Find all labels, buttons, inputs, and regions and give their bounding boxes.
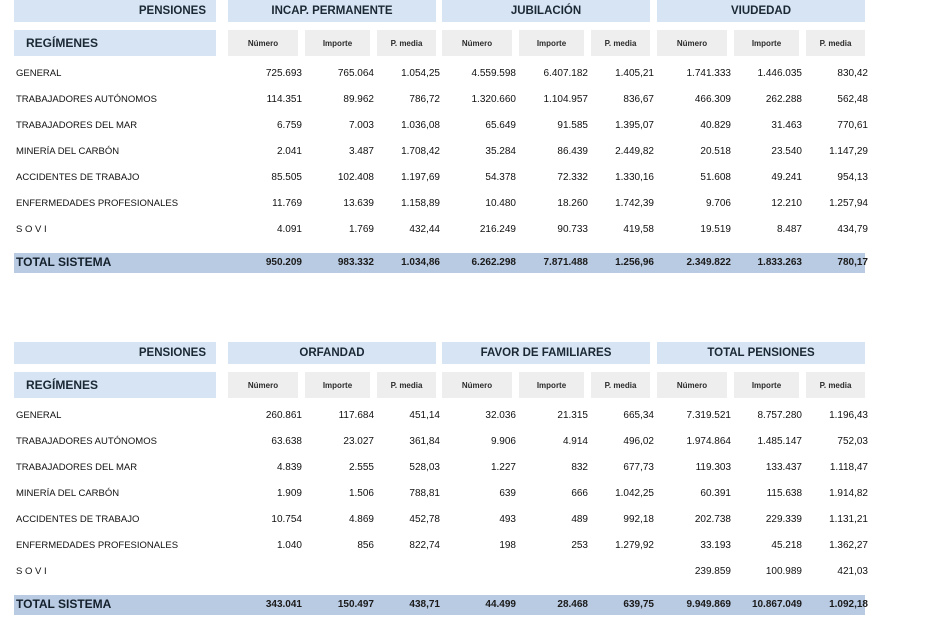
table-cell: 12.210 [771,198,802,209]
total-cell: 44.499 [485,599,516,610]
table-cell: 1.330,16 [615,172,654,183]
table-cell: 115.638 [766,488,802,499]
table-cell: 262.288 [765,94,802,105]
total-cell: 1.833.263 [757,257,802,268]
table-cell: 1.118,47 [829,462,868,473]
regimen-label: MINERÍA DEL CARBÓN [16,146,120,157]
table-cell: 451,14 [409,410,440,421]
table-cell: 1.054,25 [401,68,440,79]
table-cell: 466.309 [694,94,731,105]
table-cell: 496,02 [623,436,654,447]
column-header: P. media [377,30,436,56]
table-cell: 8.487 [776,224,802,235]
regimen-label: S O V I [16,566,47,577]
table-cell: 1.362,27 [829,540,868,551]
total-cell: 343.041 [265,599,302,610]
table-cell: 830,42 [837,68,868,79]
column-header: Importe [519,30,584,56]
table-cell: 836,67 [623,94,654,105]
table-cell: 1.257,94 [829,198,868,209]
regimen-label: ACCIDENTES DE TRABAJO [16,172,140,183]
table-cell: 40.829 [700,120,731,131]
total-cell: 10.867.049 [751,599,802,610]
table-cell: 1.405,21 [615,68,654,79]
table-cell: 1.708,42 [401,146,440,157]
table-cell: 1.974.864 [686,436,731,447]
table-cell: 2.449,82 [615,146,654,157]
table-cell: 229.339 [765,514,802,525]
table-cell: 7.003 [348,120,374,131]
column-header: P. media [591,30,650,56]
column-header: P. media [591,372,650,398]
table-cell: 1.914,82 [829,488,868,499]
table-cell: 1.769 [348,224,374,235]
total-cell: 950.209 [265,257,302,268]
table-cell: 1.104.957 [543,94,588,105]
table-cell: 666 [571,488,588,499]
table-cell: 1.506 [348,488,374,499]
group-header: ORFANDAD [228,342,436,364]
table-cell: 91.585 [557,120,588,131]
column-header: P. media [806,30,865,56]
table-cell: 419,58 [623,224,654,235]
table-cell: 434,79 [837,224,868,235]
table-cell: 202.738 [694,514,731,525]
table-cell: 9.906 [490,436,516,447]
total-cell: 438,71 [409,599,440,610]
column-header: Número [657,30,727,56]
regimen-label: GENERAL [16,410,62,421]
total-cell: 28.468 [557,599,588,610]
table-cell: 8.757.280 [757,410,802,421]
table-cell: 954,13 [837,172,868,183]
total-cell: 639,75 [623,599,654,610]
pension-table-1 [0,0,928,280]
column-header: Número [228,372,298,398]
total-cell: 983.332 [337,257,374,268]
table-cell: 421,03 [837,566,868,577]
table-cell: 20.518 [700,146,731,157]
table-cell: 1.742,39 [615,198,654,209]
column-header: Importe [519,372,584,398]
table-cell: 6.759 [276,120,302,131]
table-cell: 1.147,29 [829,146,868,157]
column-header: Importe [305,30,370,56]
column-header: P. media [806,372,865,398]
total-cell: 150.497 [337,599,374,610]
table-cell: 21.315 [557,410,588,421]
regimen-label: ENFERMEDADES PROFESIONALES [16,198,179,209]
regimen-label: ACCIDENTES DE TRABAJO [16,514,140,525]
column-header: P. media [377,372,436,398]
table-cell: 786,72 [409,94,440,105]
table-cell: 1.197,69 [401,172,440,183]
table-cell: 6.407.182 [543,68,588,79]
total-cell: 9.949.869 [686,599,731,610]
table-cell: 102.408 [337,172,374,183]
group-header: TOTAL PENSIONES [657,342,865,364]
table-cell: 198 [499,540,516,551]
table-cell: 1.040 [276,540,302,551]
table-cell: 1.279,92 [615,540,654,551]
table-cell: 1.131,21 [829,514,868,525]
table-cell: 432,44 [409,224,440,235]
table-cell: 114.351 [266,94,302,105]
table-cell: 1.158,89 [401,198,440,209]
table-cell: 1.446.035 [757,68,802,79]
column-header: Número [228,30,298,56]
pensiones-header: PENSIONES [14,0,216,22]
pension-table-2 [0,342,928,622]
table-cell: 1.909 [276,488,302,499]
table-cell: 1.196,43 [829,410,868,421]
table-cell: 1.227 [490,462,516,473]
table-cell: 90.733 [557,224,588,235]
total-cell: 780,17 [837,257,868,268]
table-cell: 856 [357,540,374,551]
table-cell: 992,18 [623,514,654,525]
total-cell: 7.871.488 [543,257,588,268]
table-cell: 1.741.333 [686,68,731,79]
table-cell: 677,73 [623,462,654,473]
table-cell: 89.962 [343,94,374,105]
table-cell: 54.378 [485,172,516,183]
column-header: Número [442,30,512,56]
table-cell: 9.706 [705,198,731,209]
table-cell: 13.639 [343,198,374,209]
total-cell: 1.256,96 [615,257,654,268]
table-cell: 65.649 [485,120,516,131]
table-cell: 45.218 [771,540,802,551]
table-cell: 361,84 [409,436,440,447]
table-cell: 725.693 [265,68,302,79]
group-header: JUBILACIÓN [442,0,650,22]
table-cell: 260.861 [265,410,302,421]
table-cell: 562,48 [837,94,868,105]
table-cell: 10.480 [485,198,516,209]
table-cell: 639 [499,488,516,499]
table-cell: 23.027 [343,436,374,447]
table-cell: 752,03 [837,436,868,447]
table-cell: 1.042,25 [615,488,654,499]
total-label: TOTAL SISTEMA [16,597,112,611]
table-cell: 665,34 [623,410,654,421]
column-header: Importe [305,372,370,398]
table-cell: 23.540 [771,146,802,157]
regimen-label: S O V I [16,224,47,235]
table-cell: 4.559.598 [471,68,516,79]
regimen-label: ENFERMEDADES PROFESIONALES [16,540,179,551]
table-cell: 1.395,07 [615,120,654,131]
group-header: FAVOR DE FAMILIARES [442,342,650,364]
table-cell: 49.241 [771,172,802,183]
table-cell: 1.036,08 [401,120,440,131]
column-header: Importe [734,30,799,56]
table-cell: 117.684 [338,410,374,421]
total-cell: 2.349.822 [686,257,731,268]
table-cell: 770,61 [837,120,868,131]
table-cell: 19.519 [700,224,731,235]
table-cell: 4.869 [348,514,374,525]
regimenes-header: REGÍMENES [14,30,216,56]
table-cell: 239.859 [694,566,731,577]
table-cell: 7.319.521 [686,410,731,421]
table-cell: 4.091 [276,224,302,235]
table-cell: 832 [571,462,588,473]
table-cell: 452,78 [409,514,440,525]
column-header: Importe [734,372,799,398]
total-cell: 6.262.298 [471,257,516,268]
regimen-label: MINERÍA DEL CARBÓN [16,488,120,499]
table-cell: 2.041 [276,146,302,157]
total-cell: 1.092,18 [829,599,868,610]
regimen-label: TRABAJADORES DEL MAR [16,462,138,473]
group-header: VIUDEDAD [657,0,865,22]
table-cell: 33.193 [700,540,731,551]
table-cell: 72.332 [557,172,588,183]
table-cell: 31.463 [771,120,802,131]
table-cell: 35.284 [485,146,516,157]
total-cell: 1.034,86 [401,257,440,268]
table-cell: 493 [499,514,516,525]
table-cell: 133.437 [765,462,802,473]
table-cell: 765.064 [337,68,374,79]
table-cell: 11.769 [272,198,302,209]
table-cell: 63.638 [271,436,302,447]
regimen-label: GENERAL [16,68,62,79]
total-label: TOTAL SISTEMA [16,255,112,269]
column-header: Número [657,372,727,398]
regimen-label: TRABAJADORES AUTÓNOMOS [16,94,157,105]
table-cell: 528,03 [409,462,440,473]
table-cell: 822,74 [409,540,440,551]
column-header: Número [442,372,512,398]
table-cell: 1.320.660 [471,94,516,105]
pensiones-header: PENSIONES [14,342,216,364]
table-cell: 788,81 [409,488,440,499]
regimen-label: TRABAJADORES AUTÓNOMOS [16,436,157,447]
table-cell: 18.260 [557,198,588,209]
table-cell: 85.505 [271,172,302,183]
table-cell: 489 [571,514,588,525]
regimen-label: TRABAJADORES DEL MAR [16,120,138,131]
table-cell: 119.303 [695,462,731,473]
table-cell: 100.989 [765,566,802,577]
table-cell: 10.754 [271,514,302,525]
table-cell: 4.839 [276,462,302,473]
table-cell: 86.439 [557,146,588,157]
table-cell: 32.036 [485,410,516,421]
table-cell: 216.249 [479,224,516,235]
table-cell: 253 [571,540,588,551]
table-cell: 60.391 [700,488,731,499]
regimenes-header: REGÍMENES [14,372,216,398]
table-cell: 4.914 [562,436,588,447]
group-header: INCAP. PERMANENTE [228,0,436,22]
table-cell: 1.485.147 [757,436,802,447]
table-cell: 2.555 [348,462,374,473]
table-cell: 3.487 [348,146,374,157]
table-cell: 51.608 [700,172,731,183]
